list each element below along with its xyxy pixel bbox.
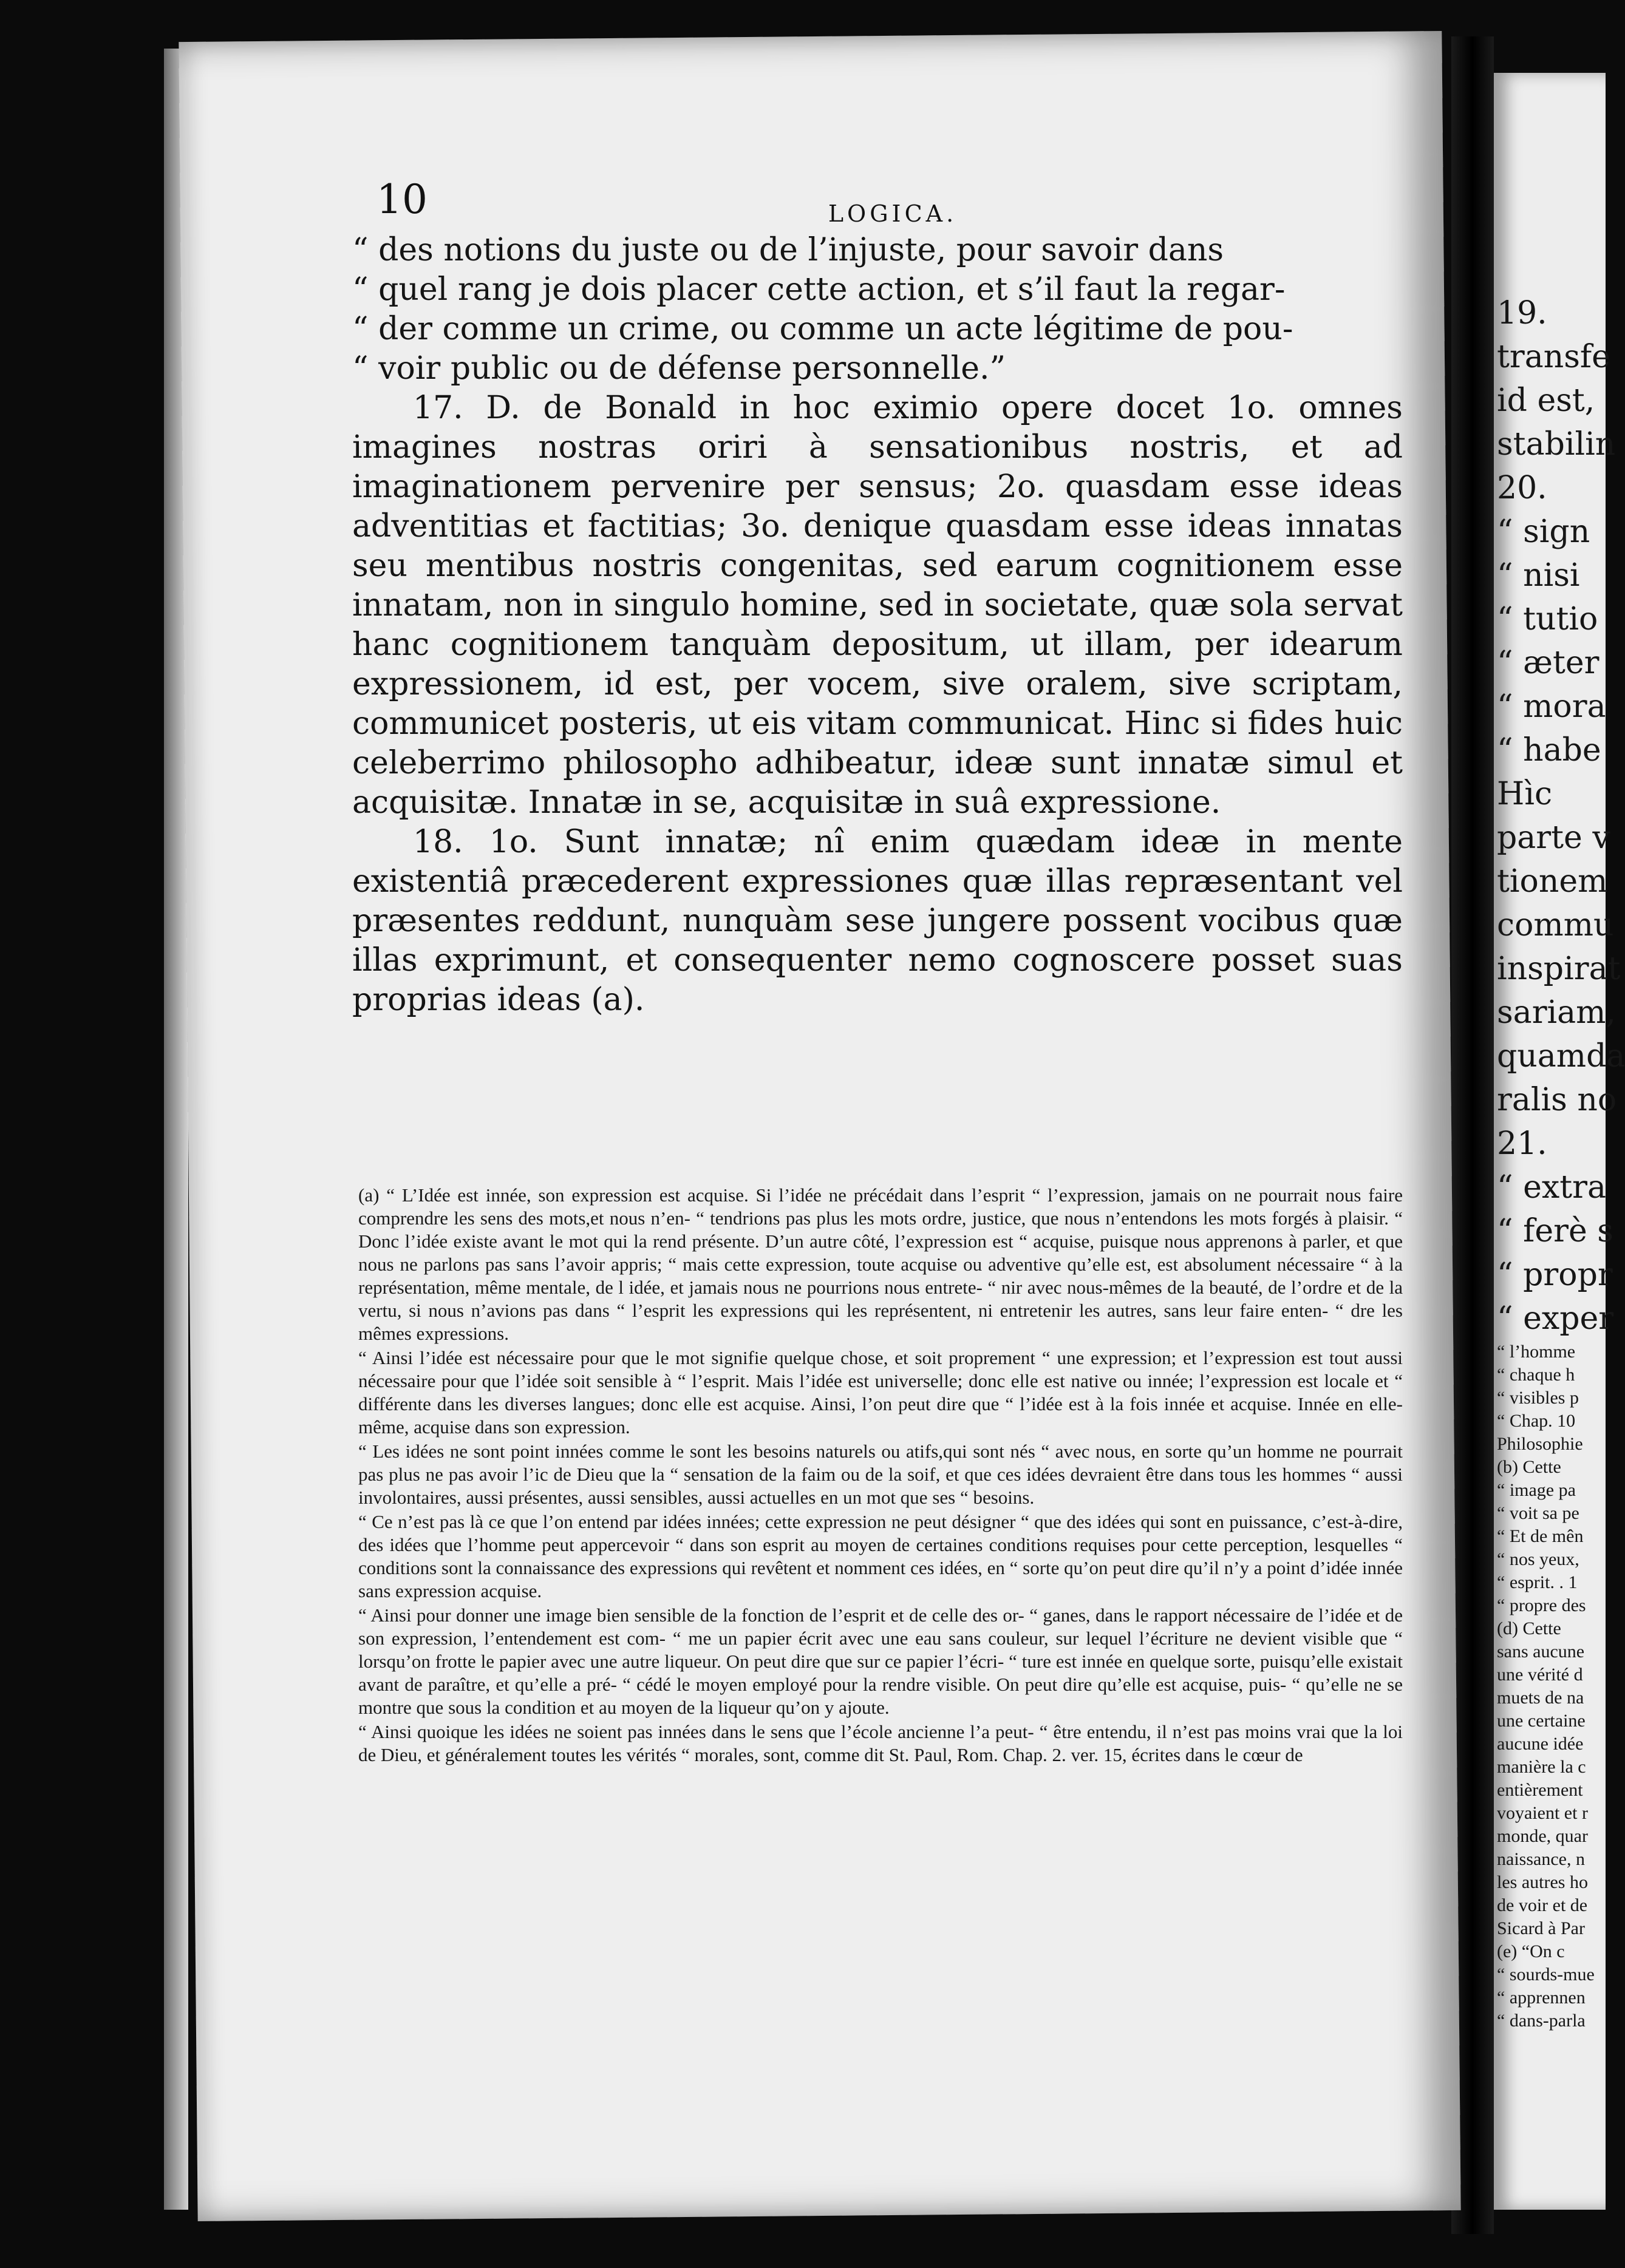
facing-page-footnote-line: les autres ho — [1497, 1872, 1588, 1892]
facing-page-line: “ habe — [1497, 732, 1601, 769]
facing-page-footnote-line: Philosophie — [1497, 1434, 1583, 1454]
facing-page-line: “ nisi — [1497, 557, 1580, 594]
paragraph-17: 17. D. de Bonald in hoc eximio opere docet 1o. omnes imagines nostras oriri à sensationibus nostris, et ad imaginationem pervenire per sensus; 2o. quasdam esse ideas adventitias et factitias; 3o. denique quasdam esse ideas innatas seu mentibus nostris congenitas, sed earum cognitionem esse innatam, non in singulo homine, sed in societate, quæ sola servat hanc cognitionem tanquàm depositum, ut illam, per idearum expressionem, id est, per vocem, sive oralem, sive scriptam, communicet posteris, ut eis vitam communicat. Hinc si fides huic celeberrimo philosopho adhibeatur, ideæ sunt innatæ simul et acquisitæ. Innatæ in se, acquisitæ in suâ expressione. — [352, 390, 1403, 821]
facing-page-footnote-line: monde, quar — [1497, 1826, 1588, 1846]
facing-page-footnote-line: voyaient et r — [1497, 1803, 1588, 1823]
facing-page-footnote-line: une vérité d — [1497, 1665, 1583, 1685]
quote-line: “ des notions du juste ou de l’injuste, pour savoir dans — [352, 232, 1224, 268]
facing-page-line: ralis no — [1497, 1082, 1617, 1118]
facing-page-line: parte v — [1497, 820, 1610, 856]
facing-page-line: 20. — [1497, 470, 1547, 506]
facing-page-footnote-line: manière la c — [1497, 1757, 1586, 1777]
facing-page-line: “ mora — [1497, 688, 1606, 725]
facing-page-footnote-line: “ Chap. 10 — [1497, 1411, 1576, 1431]
paragraph-18: 18. 1o. Sunt innatæ; nî enim quædam ideæ in mente existentiâ præcederent expressiones quæ illas repræsentant vel præsentes reddunt, nunquàm sese jungere possent vocibus quæ illas exprimunt, et consequenter nemo cognoscere posset suas proprias ideas (a). — [352, 824, 1403, 1018]
facing-page-line: sariam, — [1497, 994, 1616, 1031]
facing-page-footnote-line: “ l’homme — [1497, 1342, 1576, 1362]
page-number: 10 — [376, 176, 428, 223]
facing-page-line: 21. — [1497, 1126, 1547, 1162]
facing-page-line: commu — [1497, 907, 1614, 943]
facing-page-footnote-line: naissance, n — [1497, 1849, 1585, 1869]
facing-page-footnote-line: (d) Cette — [1497, 1618, 1561, 1638]
facing-page-footnote-line: “ esprit. . 1 — [1497, 1572, 1578, 1592]
footnotes — [358, 1184, 1403, 1768]
facing-page-footnote-line: sans aucune — [1497, 1642, 1585, 1662]
facing-page-line: Hìc — [1497, 776, 1553, 812]
facing-page-footnote-line: entièrement — [1497, 1780, 1583, 1800]
footnote-paragraph: “ Ainsi l’idée est nécessaire pour que le mot signifie quelque chose, et soit proprement “ une expression; et l’expression est tout aussi nécessaire pour que l’idée soit sensible à “ l’esprit. Mais l’idée est universelle; donc elle est native ou innée; l’expression est locale et “ différente dans les diverses langues; donc elle est acquise. Ainsi, l’on peut dire que “ l’idée est à la fois innée et acquise. Innée en elle-même, acquise dans son expression. — [358, 1347, 1403, 1438]
facing-page-footnote-line: “ sourds-mue — [1497, 1964, 1595, 1984]
facing-page-line: id est, — [1497, 382, 1595, 419]
facing-page-footnote-line: “ chaque h — [1497, 1365, 1575, 1385]
facing-page-footnote-line: “ dans-parla — [1497, 2011, 1586, 2031]
facing-page-footnote-line: “ visibles p — [1497, 1388, 1579, 1408]
facing-page-footnote-line: “ nos yeux, — [1497, 1549, 1579, 1569]
facing-page-footnote-line: “ image pa — [1497, 1480, 1576, 1500]
quote-line: “ der comme un crime, ou comme un acte légitime de pou- — [352, 311, 1293, 347]
facing-page-footnote-line: (e) “On c — [1497, 1941, 1565, 1961]
footnote-paragraph: “ Les idées ne sont point innées comme le sont les besoins naturels ou atifs,qui sont nés “ avec nous, en sorte qu’un homme ne pourrait pas plus ne pas avoir l’ic de Dieu que la “ sensation de la faim ou de la soif, et que ces idées devraient être dans tous les hommes “ aussi involontaires, aussi présentes, aussi sensibles, aussi actuelles en un mot que ses “ besoins. — [358, 1441, 1403, 1508]
facing-page-line: quamda — [1497, 1038, 1625, 1075]
facing-page-footnote-line: “ Et de mên — [1497, 1526, 1584, 1546]
facing-page-line: inspirat — [1497, 951, 1621, 987]
running-head: LOGICA. — [828, 200, 958, 227]
facing-page-line: “ extra — [1497, 1169, 1606, 1206]
facing-page-line: tionem — [1497, 863, 1608, 900]
facing-page-line: stabilin — [1497, 426, 1616, 463]
footnote-paragraph: “ Ainsi quoique les idées ne soient pas innées dans le sens que l’école ancienne l’a peut- “ être entendu, il n’est pas moins vrai que la loi de Dieu, et généralement toutes les vérités “ morales, sont, comme dit St. Paul, Rom. Chap. 2. ver. 15, écrites dans le cœur de — [358, 1721, 1403, 1765]
facing-page-line: 19. — [1497, 295, 1547, 331]
facing-page-footnote-line: muets de na — [1497, 1688, 1584, 1708]
quote-line: “ quel rang je dois placer cette action, et s’il faut la regar- — [352, 271, 1286, 308]
main-text — [352, 231, 1403, 1020]
facing-page-text — [1497, 291, 1625, 2032]
facing-page-footnote-line: “ apprennen — [1497, 1988, 1586, 2008]
facing-page-line: “ exper — [1497, 1300, 1614, 1337]
facing-page-line: “ tutio — [1497, 601, 1598, 637]
facing-page-footnote-line: Sicard à Par — [1497, 1918, 1585, 1938]
facing-page-line: transfe — [1497, 339, 1610, 375]
quote-line: “ voir public ou de défense personnelle.” — [352, 350, 1006, 387]
facing-page-line: “ propr — [1497, 1257, 1613, 1293]
facing-page-line: “ sign — [1497, 514, 1590, 550]
footnote-paragraph: (a) “ L’Idée est innée, son expression est acquise. Si l’idée ne précédait dans l’esprit “ l’expression, jamais on ne pourrait nous faire comprendre les sens des mots,et nous n’en- “ tendrions pas plus les mots ordre, justice, que nous n’entendons les mots forgés à plaisir. “ Donc l’idée existe avant le mot qui la rend présente. D’un autre côté, l’expression est “ acquise, puisque nous apprenons à parler, et que nous ne parlons pas sans l’avoir appris; “ mais cette expression, toute acquise ou adventive qu’elle est, est absolument nécessaire “ à la représentation, même mentale, de l idée, et jamais nous ne pourrions nous entrete- “ nir avec nous-mêmes de la beauté, de l’ordre et de la vertu, si nous n’avions pas dans “ l’esprit les expressions qui les représentent, ni entretenir les autres, sans leur faire enten- “ dre les mêmes expressions. — [358, 1184, 1403, 1344]
facing-page-footnote-line: (b) Cette — [1497, 1457, 1561, 1477]
facing-page-line: “ ferè s — [1497, 1213, 1613, 1249]
facing-page-line: “ æter — [1497, 645, 1599, 681]
facing-page-footnote-line: aucune idée — [1497, 1734, 1584, 1754]
footnote-paragraph: “ Ce n’est pas là ce que l’on entend par idées innées; cette expression ne peut désigner “ que des idées qui sont en puissance, c’est-à-dire, des idées que l’homme peut appercevoir “ dans son esprit au moyen de certaines conditions requises pour cette perception, lesquelles “ conditions sont la connaissance des expressions qui revêtent et nomment ces idées, en “ sorte qu’on peut dire qu’il n’y a point d’idée innée sans expression acquise. — [358, 1511, 1403, 1601]
facing-page-footnote-line: une certaine — [1497, 1711, 1586, 1731]
facing-page-footnote-line: de voir et de — [1497, 1895, 1588, 1915]
facing-page-footnote-line: “ voit sa pe — [1497, 1503, 1579, 1523]
facing-page-footnote-line: “ propre des — [1497, 1595, 1586, 1615]
footnote-paragraph: “ Ainsi pour donner une image bien sensible de la fonction de l’esprit et de celle des or- “ ganes, dans le rapport nécessaire de l’idée et de son expression, l’entendement est com- “ me un papier écrit avec une eau sans couleur, sur lequel l’écriture ne devient visible que “ lorsqu’on frotte le papier avec une autre liqueur. On peut dire que sur ce papier l’écri- “ ture est innée en quelque sorte, puisqu’elle existait avant de paraître, et qu’elle a pré- “ cédé le moyen employé pour la rendre visible. On peut dire qu’elle est acquise, puis- “ qu’elle ne se montre que sous la condition et au moyen de la liqueur qu’on y ajoute. — [358, 1604, 1403, 1718]
